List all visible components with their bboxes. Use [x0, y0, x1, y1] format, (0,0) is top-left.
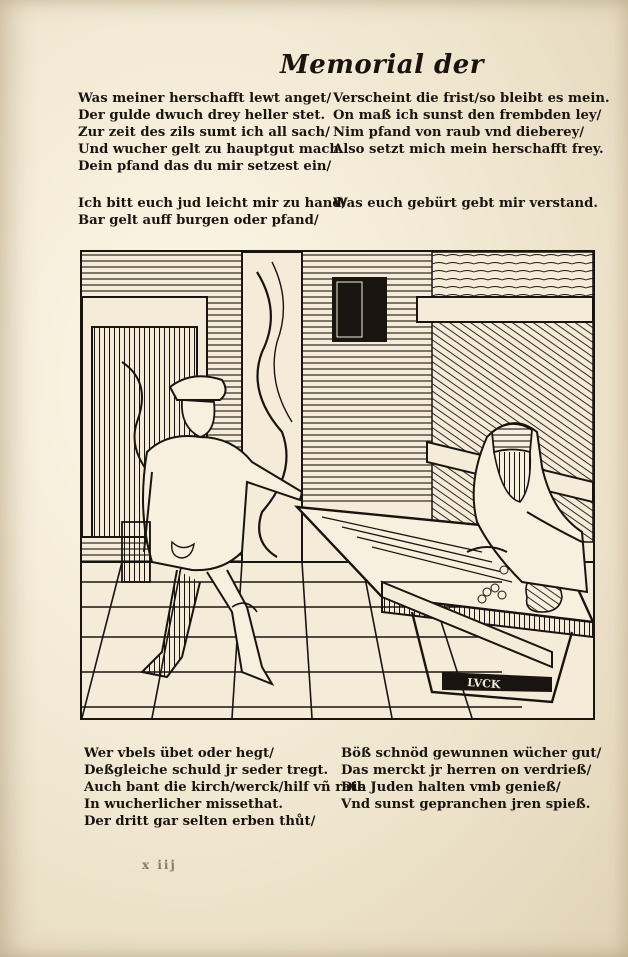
verse-line: Zur zeit des zils sumt ich all sach/	[78, 125, 330, 140]
verse-line: Dein pfand das du mir setzest ein/	[78, 159, 332, 174]
verse-line: Der dritt gar selten erben thůt/	[84, 814, 316, 829]
verse-line: Wer vbels übet oder hegt/	[84, 746, 274, 761]
verse-line: Nim pfand von raub vnd dieberey/	[333, 125, 585, 140]
verse-line: Und wucher gelt zu hauptgut mach.	[78, 142, 344, 157]
verse-mid-left	[78, 195, 346, 229]
verse-line: Das merckt jr herren on verdrieß/	[341, 763, 592, 778]
verse-line: Die Juden halten vmb genieß/	[341, 780, 561, 795]
verse-line: Böß schnöd gewunnen wücher gut/	[341, 746, 602, 761]
verse-line: Verscheint die frist/so bleibt es mein.	[333, 91, 610, 106]
verse-bottom-left	[84, 745, 366, 830]
verse-bottom-right	[341, 745, 601, 813]
verse-line: Der gulde dwuch drey heller stet.	[78, 108, 326, 123]
verse-line: Vnd sunst gepranchen jren spieß.	[341, 797, 591, 812]
verse-line: Bar gelt auff burgen oder pfand/	[78, 213, 319, 228]
verse-line: Auch bant die kirch/werck/hilf vñ rath	[84, 780, 367, 795]
woodcut-illustration	[80, 250, 595, 720]
chimney	[432, 252, 593, 302]
verse-mid-right	[333, 195, 598, 212]
verse-line: On maß ich sunst den frembden ley/	[333, 108, 602, 123]
verse-top-right	[333, 90, 610, 158]
verse-line: Also setzt mich mein herschafft frey.	[333, 142, 604, 157]
signature-mark: x iij	[142, 858, 177, 872]
verse-line: Ich bitt euch jud leicht mir zu hand/	[78, 196, 347, 211]
page-title: Memorial der	[280, 50, 484, 80]
verse-line: Deßgleiche schuld jr seder tregt.	[84, 763, 329, 778]
window-panel	[242, 252, 302, 562]
verse-line: Was euch gebürt gebt mir verstand.	[333, 196, 598, 211]
svg-text:LVCK: LVCK	[466, 676, 501, 692]
verse-line: In wucherlicher missethat.	[84, 797, 283, 812]
verse-line: Was meiner herschafft lewt anget/	[78, 91, 332, 106]
verse-top-left	[78, 90, 344, 175]
woodcut-scene	[82, 252, 593, 718]
